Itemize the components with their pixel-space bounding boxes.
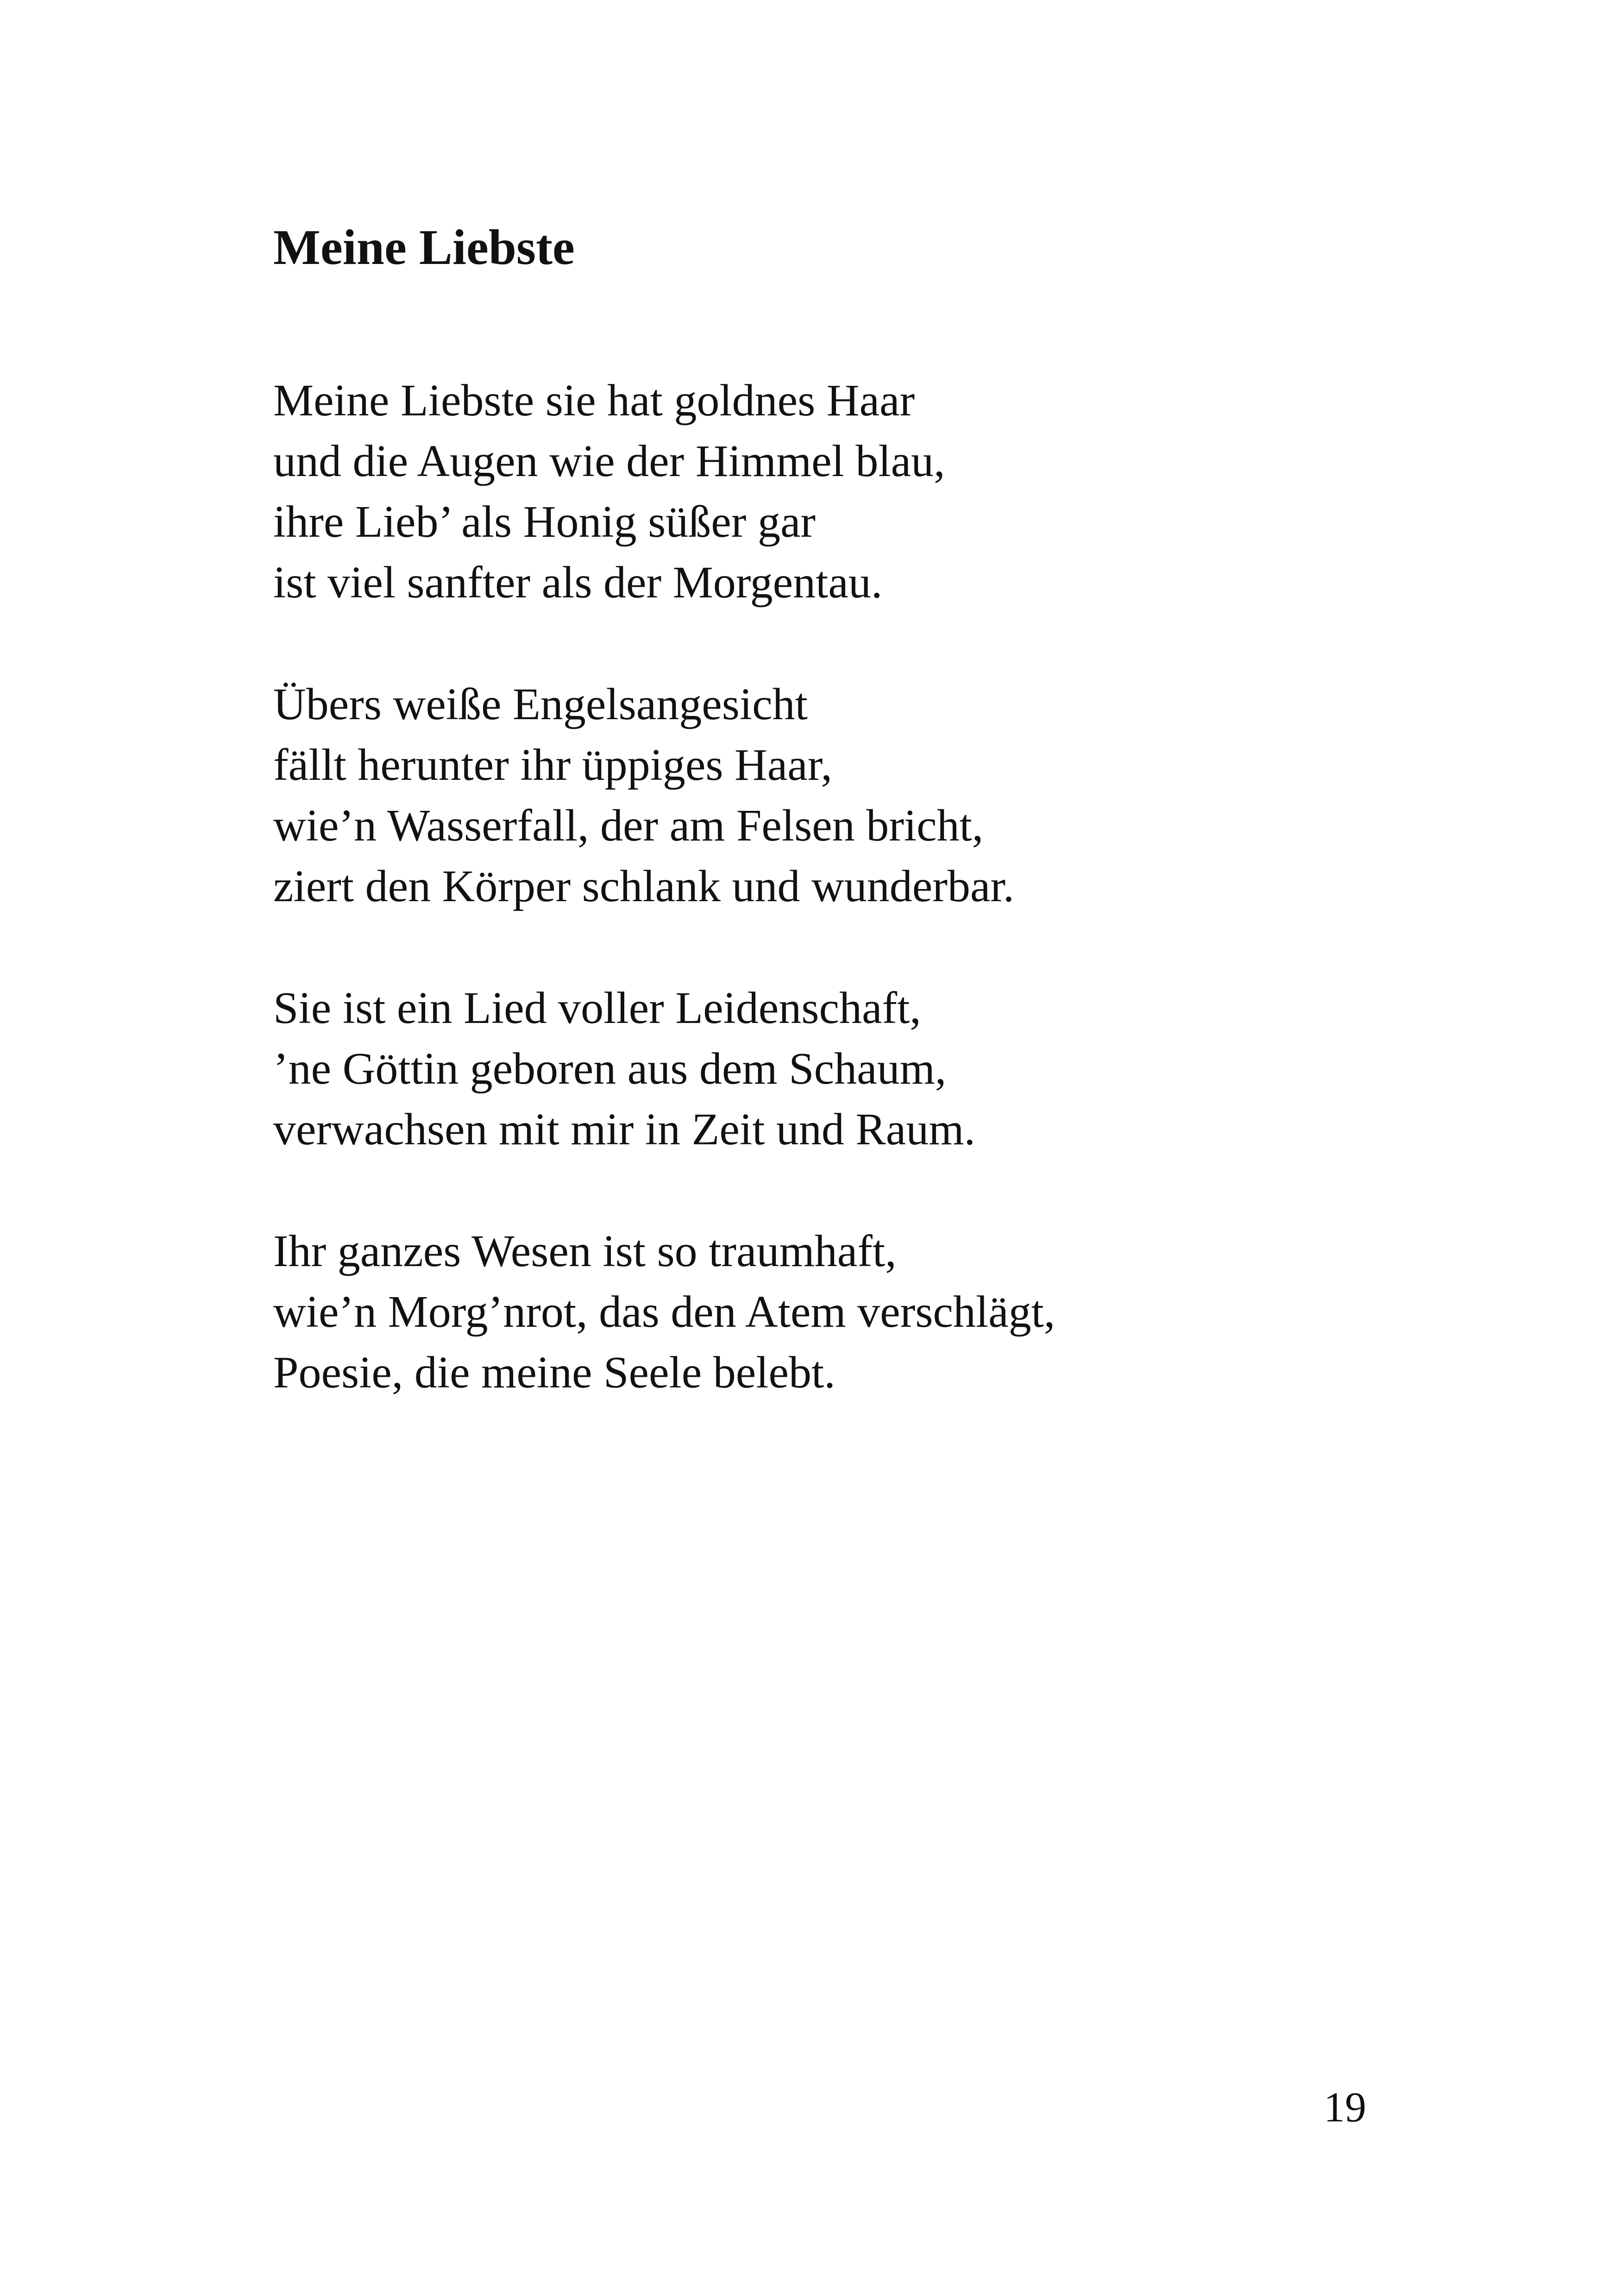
- verse-line: ziert den Körper schlank und wunderbar.: [273, 861, 1015, 911]
- verse-line: und die Augen wie der Himmel blau,: [273, 436, 945, 486]
- verse-line: ihre Lieb’ als Honig süßer gar: [273, 497, 816, 547]
- poem-title: Meine Liebste: [273, 220, 575, 275]
- stanza-2: [273, 674, 1477, 917]
- verse-line: ist viel sanfter als der Morgentau.: [273, 558, 883, 608]
- verse-line: wie’n Morg’nrot, das den Atem verschlägt,: [273, 1287, 1056, 1337]
- verse-line: fällt herunter ihr üppiges Haar,: [273, 740, 833, 790]
- verse-line: ’ne Göttin geboren aus dem Schaum,: [273, 1044, 947, 1094]
- verse-line: Poesie, die meine Seele belebt.: [273, 1348, 836, 1398]
- verse-line: Meine Liebste sie hat goldnes Haar: [273, 376, 915, 426]
- verse-line: Ihr ganzes Wesen ist so traumhaft,: [273, 1226, 897, 1276]
- stanza-1: [273, 370, 1477, 613]
- verse-line: Sie ist ein Lied voller Leidenschaft,: [273, 983, 921, 1033]
- verse-line: verwachsen mit mir in Zeit und Raum.: [273, 1104, 975, 1154]
- page-number: 19: [1324, 2083, 1366, 2131]
- stanza-4: [273, 1221, 1477, 1403]
- poem-body: [273, 370, 1477, 1464]
- stanza-3: [273, 978, 1477, 1160]
- verse-line: wie’n Wasserfall, der am Felsen bricht,: [273, 801, 984, 851]
- verse-line: Übers weiße Engelsangesicht: [273, 679, 808, 729]
